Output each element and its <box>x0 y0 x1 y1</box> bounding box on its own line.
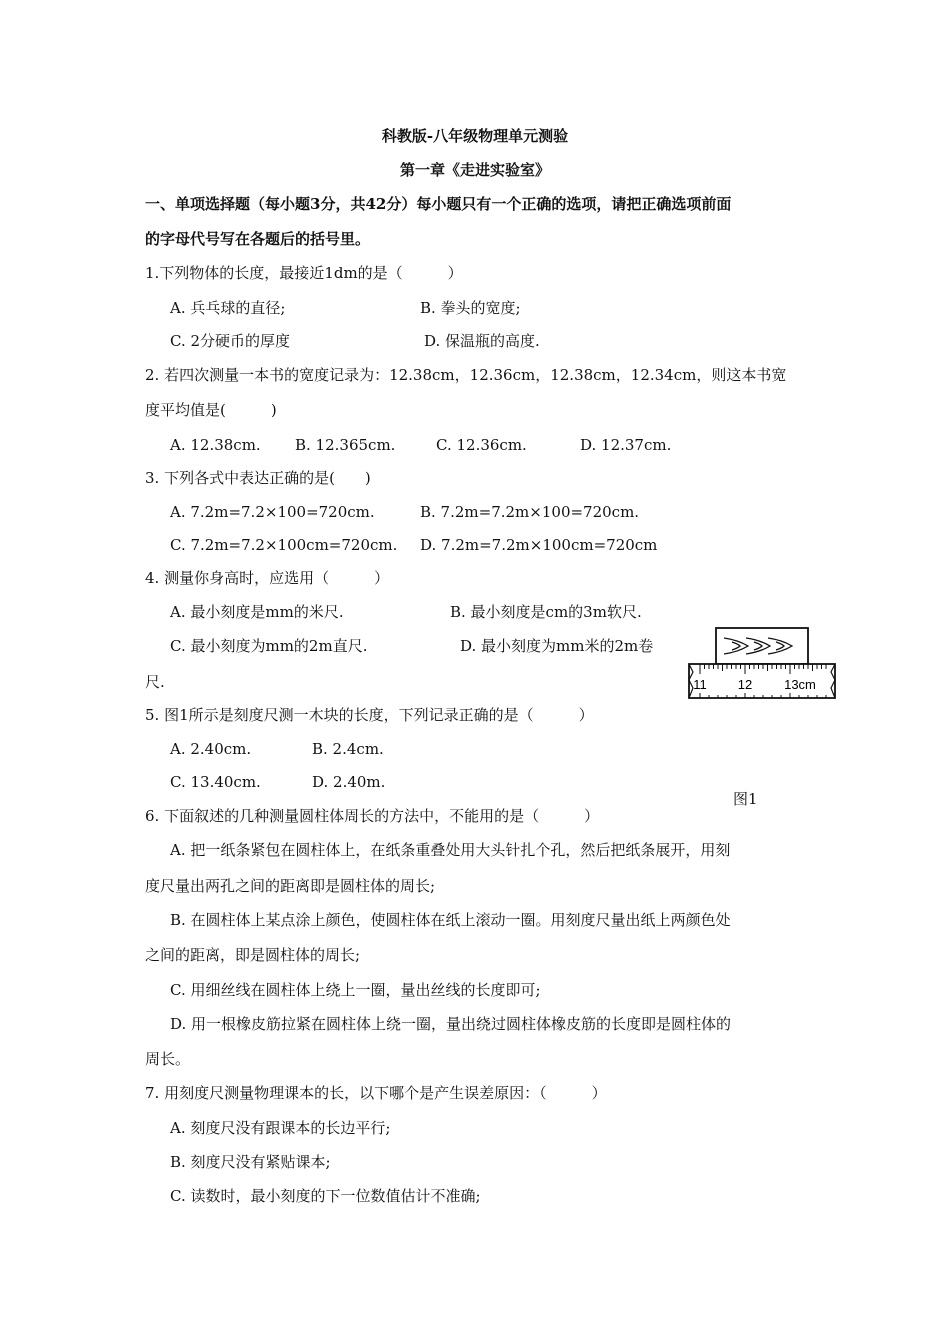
question-4-option-d: D. 最小刻度为mm米的2m卷 <box>460 637 654 655</box>
question-4-option-b: B. 最小刻度是cm的3m软尺. <box>450 603 642 621</box>
question-2-stem-line-1: 2. 若四次测量一本书的宽度记录为：12.38cm，12.36cm，12.38cm，12.34cm，则这本书宽 <box>145 366 787 384</box>
question-1-option-b: B. 拳头的宽度; <box>420 299 521 317</box>
ruler-label-12: 12 <box>737 677 753 692</box>
question-7-option-b: B. 刻度尺没有紧贴课本; <box>170 1153 331 1171</box>
question-6-option-d-line-2: 周长。 <box>145 1050 191 1068</box>
question-5-stem: 5. 图1所示是刻度尺测一木块的长度，下列记录正确的是（ ） <box>145 706 594 724</box>
question-6-option-c: C. 用细丝线在圆柱体上绕上一圈，量出丝线的长度即可; <box>170 981 541 999</box>
question-6-stem: 6. 下面叙述的几种测量圆柱体周长的方法中，不能用的是（ ） <box>145 807 600 825</box>
question-2-option-a: A. 12.38cm. <box>170 436 261 454</box>
question-1-stem: 1.下列物体的长度，最接近1dm的是（ ） <box>145 264 463 282</box>
figure-1-ruler-diagram <box>688 626 838 706</box>
section-heading-line-1: 一、单项选择题（每小题3分，共42分）每小题只有一个正确的选项，请把正确选项前面 <box>145 195 732 213</box>
question-3-option-b: B. 7.2m=7.2m×100=720cm. <box>420 503 640 521</box>
question-6-option-b-line-2: 之间的距离，即是圆柱体的周长; <box>145 946 361 964</box>
question-5-option-c: C. 13.40cm. <box>170 773 261 791</box>
question-7-option-a: A. 刻度尺没有跟课本的长边平行; <box>170 1119 391 1137</box>
question-3-option-d: D. 7.2m=7.2m×100cm=720cm <box>420 536 658 554</box>
figure-1-caption: 图1 <box>733 790 758 808</box>
question-2-option-c: C. 12.36cm. <box>436 436 527 454</box>
question-7-option-c: C. 读数时，最小刻度的下一位数值估计不准确; <box>170 1187 481 1205</box>
question-3-stem: 3. 下列各式中表达正确的是( ) <box>145 469 371 487</box>
question-4-option-a: A. 最小刻度是mm的米尺. <box>170 603 344 621</box>
question-5-option-a: A. 2.40cm. <box>170 740 252 758</box>
question-5-option-d: D. 2.40m. <box>312 773 386 791</box>
question-1-option-d: D. 保温瓶的高度. <box>424 332 540 350</box>
question-1-option-a: A. 兵乓球的直径; <box>170 299 286 317</box>
question-6-option-a-line-2: 度尺量出两孔之间的距离即是圆柱体的周长; <box>145 877 436 895</box>
question-6-option-b-line-1: B. 在圆柱体上某点涂上颜色，使圆柱体在纸上滚动一圈。用刻度尺量出纸上两颜色处 <box>170 911 731 929</box>
question-4-option-d-continued: 尺. <box>145 673 165 691</box>
question-2-option-b: B. 12.365cm. <box>295 436 396 454</box>
question-3-option-a: A. 7.2m=7.2×100=720cm. <box>170 503 375 521</box>
question-2-option-d: D. 12.37cm. <box>580 436 672 454</box>
question-7-stem: 7. 用刻度尺测量物理课本的长，以下哪个是产生误差原因：（ ） <box>145 1084 607 1102</box>
ruler-label-13cm: 13cm <box>784 677 816 692</box>
question-3-option-c: C. 7.2m=7.2×100cm=720cm. <box>170 536 398 554</box>
question-6-option-a-line-1: A. 把一纸条紧包在圆柱体上，在纸条重叠处用大头针扎个孔，然后把纸条展开，用刻 <box>170 841 731 859</box>
section-heading-line-2: 的字母代号写在各题后的括号里。 <box>145 230 371 248</box>
question-6-option-d-line-1: D. 用一根橡皮筋拉紧在圆柱体上绕一圈，量出绕过圆柱体橡皮筋的长度即是圆柱体的 <box>170 1015 732 1033</box>
question-5-option-b: B. 2.4cm. <box>312 740 384 758</box>
question-1-option-c: C. 2分硬币的厚度 <box>170 332 291 350</box>
document-title: 科教版-八年级物理单元测验 <box>381 127 569 145</box>
question-2-stem-line-2: 度平均值是( ) <box>145 401 277 419</box>
ruler-label-11: 11 <box>693 677 707 692</box>
question-4-option-c: C. 最小刻度为mm的2m直尺. <box>170 637 368 655</box>
chapter-title: 第一章《走进实验室》 <box>399 161 550 179</box>
question-4-stem: 4. 测量你身高时，应选用（ ） <box>145 569 390 587</box>
